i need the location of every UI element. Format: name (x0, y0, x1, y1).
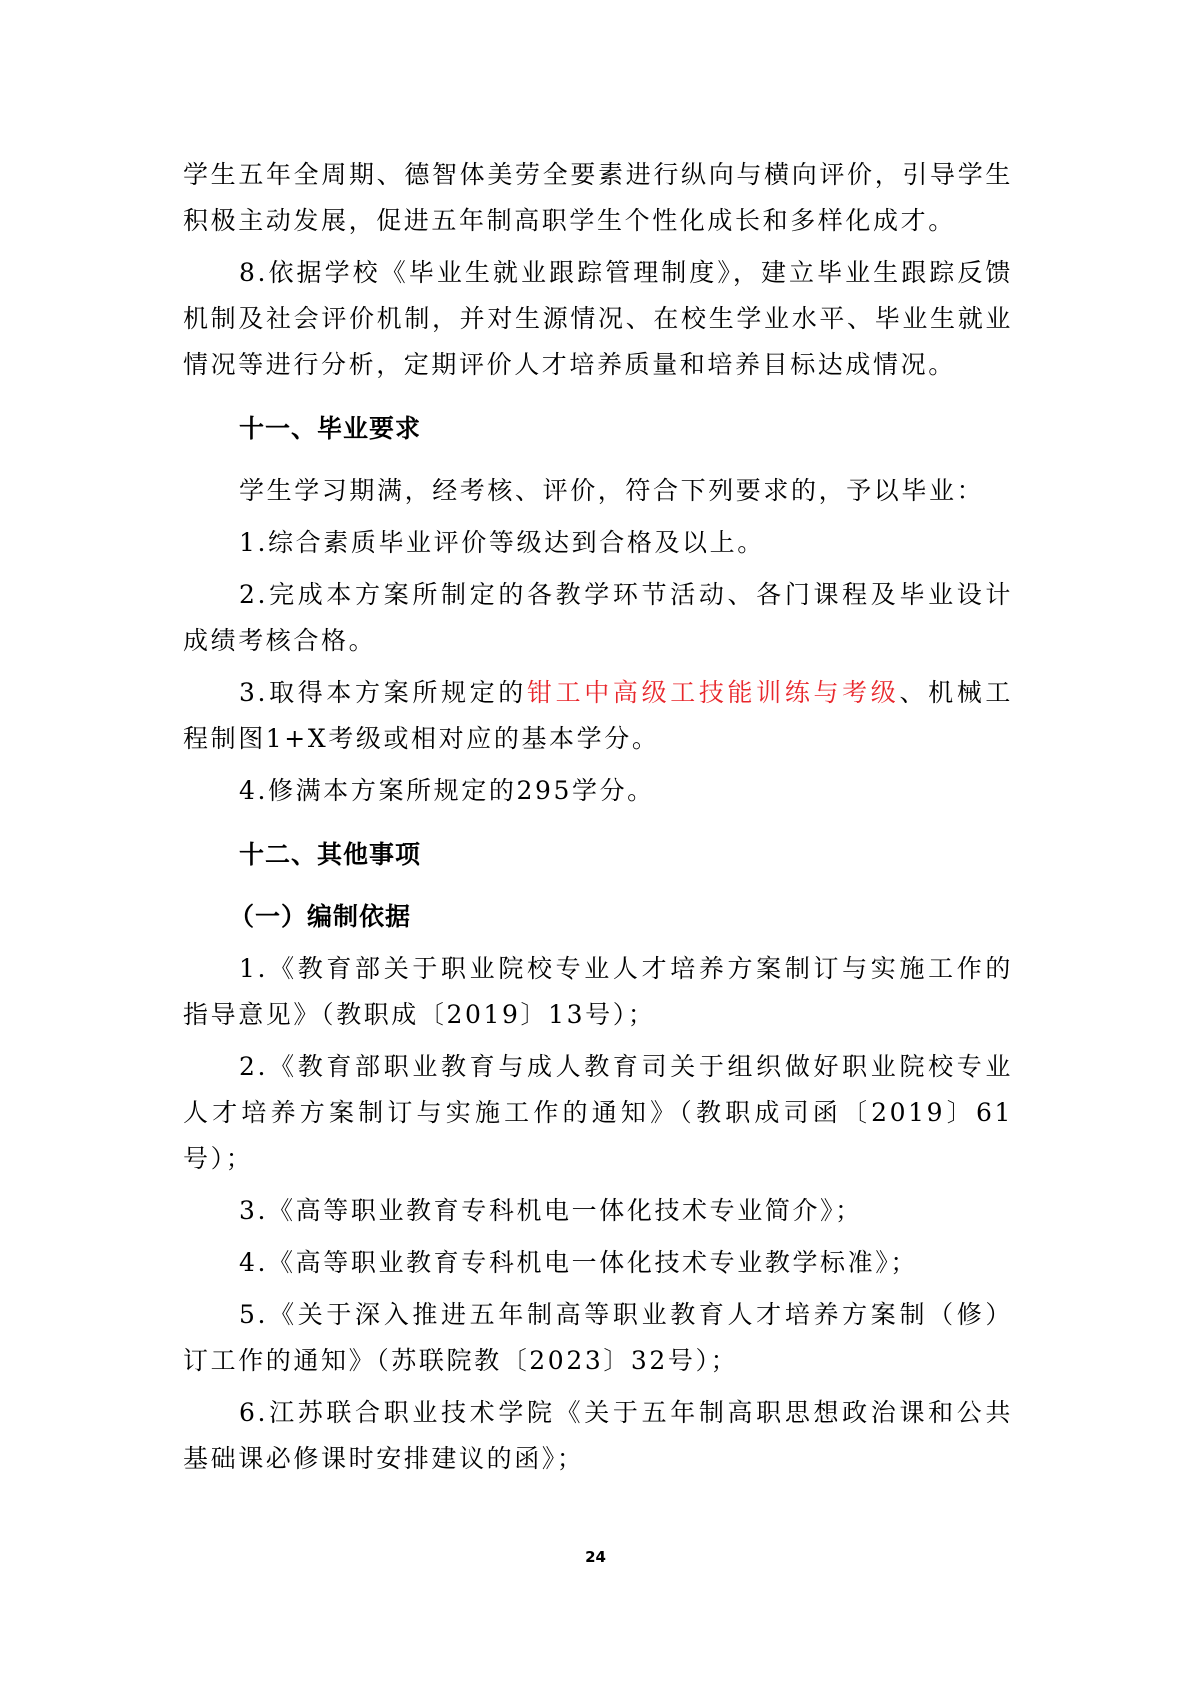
graduation-requirement-2: 2.完成本方案所制定的各教学环节活动、各门课程及毕业设计成绩考核合格。 (183, 580, 1013, 655)
subsection-heading-compilation-basis: （一）编制依据 (229, 902, 412, 931)
graduation-requirement-4: 4.修满本方案所规定的295学分。 (239, 776, 655, 805)
basis-item-5: 5.《关于深入推进五年制高等职业教育人才培养方案制（修）订工作的通知》（苏联院教〔2023〕32号）； (183, 1300, 1013, 1375)
basis-item-4: 4.《高等职业教育专科机电一体化技术专业教学标准》； (239, 1248, 918, 1277)
requirement-3-highlight: 钳工中高级工技能训练与考级 (526, 678, 900, 707)
graduation-intro: 学生学习期满，经考核、评价，符合下列要求的，予以毕业： (239, 476, 985, 505)
basis-item-2: 2.《教育部职业教育与成人教育司关于组织做好职业院校专业人才培养方案制订与实施工作的通知》（教职成司函〔2019〕61号）； (183, 1052, 1013, 1173)
graduation-requirement-3 (183, 670, 1013, 762)
requirement-3-suffix: 、机械工程制图1+X考级或相对应的基本学分。 (183, 678, 1013, 753)
basis-item-3: 3.《高等职业教育专科机电一体化技术专业简介》； (239, 1196, 863, 1225)
section-heading-graduation-requirements: 十一、毕业要求 (239, 414, 422, 443)
page-content (183, 152, 1013, 1482)
paragraph-evaluation-continued: 学生五年全周期、德智体美劳全要素进行纵向与横向评价，引导学生积极主动发展，促进五年制高职学生个性化成长和多样化成才。 (183, 160, 1013, 235)
basis-item-6: 6.江苏联合职业技术学院《关于五年制高职思想政治课和公共基础课必修课时安排建议的函》； (183, 1398, 1013, 1473)
page-number: 24 (585, 1548, 606, 1566)
section-heading-other-matters: 十二、其他事项 (239, 840, 422, 869)
requirement-3-prefix: 3.取得本方案所规定的 (239, 678, 527, 707)
basis-item-1: 1.《教育部关于职业院校专业人才培养方案制订与实施工作的指导意见》（教职成〔2019〕13号）； (183, 954, 1013, 1029)
paragraph-graduate-tracking: 8.依据学校《毕业生就业跟踪管理制度》，建立毕业生跟踪反馈机制及社会评价机制，并对生源情况、在校生学业水平、毕业生就业情况等进行分析，定期评价人才培养质量和培养目标达成情况。 (183, 258, 1013, 379)
graduation-requirement-1: 1.综合素质毕业评价等级达到合格及以上。 (239, 528, 765, 557)
